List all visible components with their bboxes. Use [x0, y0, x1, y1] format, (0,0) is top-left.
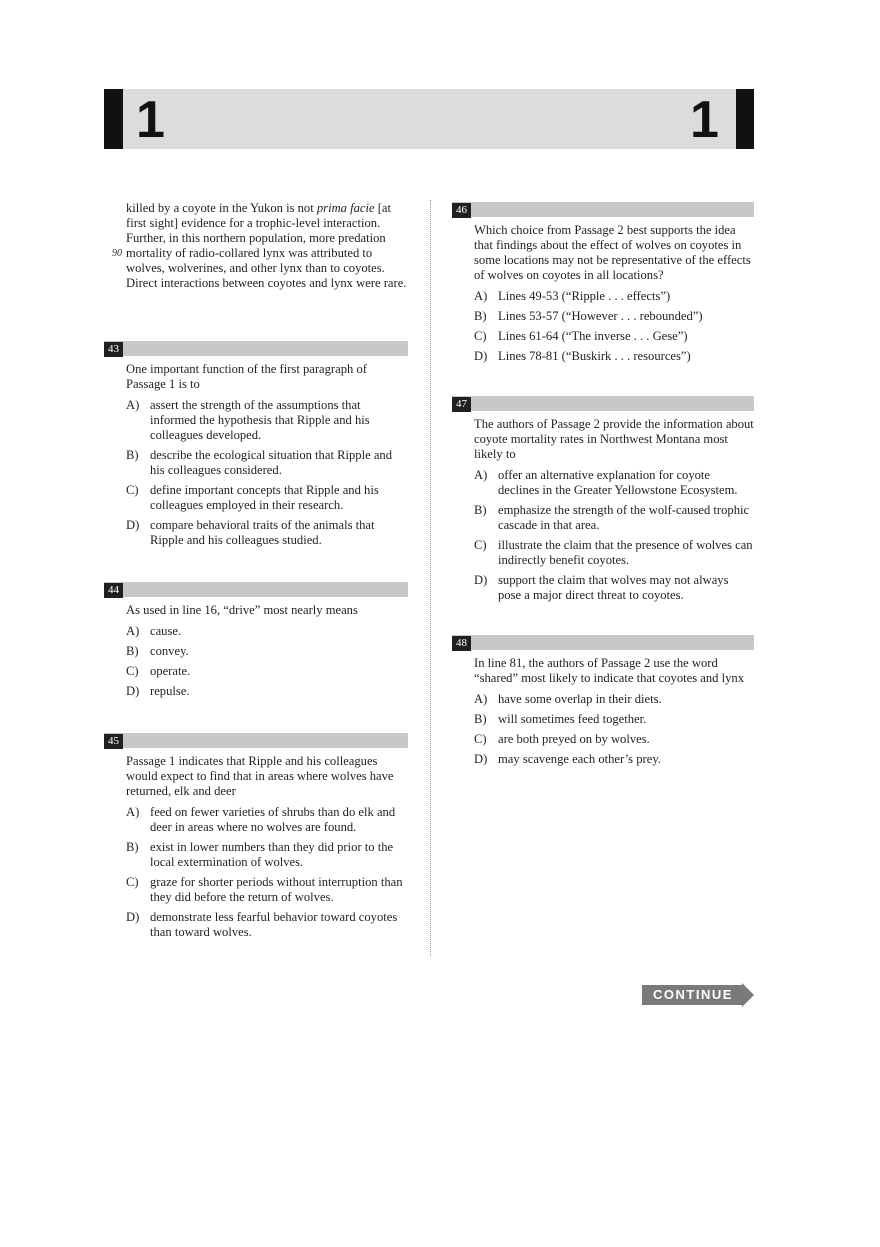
choice-text: repulse.	[150, 684, 190, 698]
section-number-right: 1	[690, 91, 719, 149]
choice-letter: A)	[126, 398, 140, 412]
section-header-left-bar	[104, 89, 123, 149]
answer-choice-d[interactable]	[126, 518, 408, 548]
continue-label: CONTINUE	[653, 987, 733, 1002]
question-47	[452, 396, 754, 603]
choice-letter: B)	[474, 309, 487, 323]
answer-choice-d[interactable]	[474, 349, 754, 364]
answer-choices	[452, 289, 754, 364]
answer-choice-b[interactable]	[126, 448, 408, 478]
choice-letter: B)	[126, 448, 139, 462]
choice-letter: D)	[474, 573, 488, 587]
choice-text: cause.	[150, 624, 182, 638]
choice-text: operate.	[150, 664, 191, 678]
right-column	[452, 202, 754, 772]
choice-text: offer an alternative explanation for coyote declines in the Greater Yellowstone Ecosystem.	[498, 468, 738, 497]
choice-letter: A)	[126, 624, 140, 638]
question-header-bar	[104, 582, 408, 597]
question-header-bar	[452, 396, 754, 411]
continue-button[interactable]	[642, 983, 754, 1007]
choice-text: define important concepts that Ripple and his colleagues employed in their research.	[150, 483, 379, 512]
choice-letter: A)	[126, 805, 140, 819]
answer-choice-a[interactable]	[126, 624, 408, 639]
choice-letter: A)	[474, 289, 488, 303]
question-45	[104, 733, 408, 940]
choice-letter: B)	[126, 644, 139, 658]
question-header-bar	[104, 341, 408, 356]
column-divider	[430, 200, 431, 956]
question-stem: One important function of the first paragraph of Passage 1 is to	[126, 362, 367, 391]
choice-text: feed on fewer varieties of shrubs than do elk and deer in areas where no wolves are found.	[150, 805, 396, 834]
choice-letter: C)	[474, 329, 487, 343]
section-header-right-bar	[736, 89, 754, 149]
answer-choice-c[interactable]	[474, 538, 754, 568]
choice-text: Lines 49-53 (“Ripple . . . effects”)	[498, 289, 671, 303]
question-number: 46	[452, 203, 471, 218]
choice-letter: D)	[126, 910, 140, 924]
answer-choices	[452, 468, 754, 603]
choice-text: describe the ecological situation that Ripple and his colleagues considered.	[150, 448, 393, 477]
question-number: 44	[104, 583, 123, 598]
answer-choice-b[interactable]	[126, 644, 408, 659]
answer-choice-a[interactable]	[474, 289, 754, 304]
choice-text: demonstrate less fearful behavior toward coyotes than toward wolves.	[150, 910, 398, 939]
answer-choice-b[interactable]	[474, 712, 754, 727]
question-46	[452, 202, 754, 364]
choice-letter: C)	[126, 664, 139, 678]
choice-letter: C)	[474, 732, 487, 746]
question-number: 45	[104, 734, 123, 749]
passage-text-part-1: killed by a coyote in the Yukon is not	[126, 201, 317, 215]
passage-text	[126, 201, 408, 291]
answer-choice-a[interactable]	[474, 692, 754, 707]
answer-choice-d[interactable]	[126, 684, 408, 699]
passage-text-part-2: [at first sight] evidence for a trophic-level interaction. Further, in this northern population, more predation mortality of radio-collared lynx was attributed to wolves, wolverines, and other lynx than to coyotes. Direct interactions between coyotes and lynx were rare.	[126, 201, 407, 290]
choice-letter: D)	[474, 349, 488, 363]
choice-letter: B)	[474, 712, 487, 726]
answer-choice-d[interactable]	[474, 752, 754, 767]
answer-choice-d[interactable]	[126, 910, 408, 940]
question-header-bar	[104, 733, 408, 748]
choice-letter: C)	[126, 875, 139, 889]
choice-text: support the claim that wolves may not always pose a major direct threat to coyotes.	[498, 573, 729, 602]
section-number-left: 1	[136, 91, 165, 149]
passage-italic-term: prima facie	[316, 201, 375, 215]
question-stem: As used in line 16, “drive” most nearly means	[126, 603, 358, 617]
choice-letter: D)	[126, 684, 140, 698]
choice-text: emphasize the strength of the wolf-caused trophic cascade in that area.	[498, 503, 750, 532]
choice-text: assert the strength of the assumptions that informed the hypothesis that Ripple and his colleagues developed.	[150, 398, 370, 442]
question-43	[104, 341, 408, 548]
choice-text: have some overlap in their diets.	[498, 692, 662, 706]
answer-choice-b[interactable]	[126, 840, 408, 870]
choice-text: exist in lower numbers than they did prior to the local extermination of wolves.	[150, 840, 394, 869]
question-stem: In line 81, the authors of Passage 2 use the word “shared” most likely to indicate that coyotes and lynx	[474, 656, 744, 685]
choice-text: graze for shorter periods without interruption than they did before the return of wolves.	[150, 875, 403, 904]
question-44	[104, 582, 408, 699]
answer-choices	[104, 624, 408, 699]
answer-choices	[104, 398, 408, 548]
answer-choice-c[interactable]	[126, 664, 408, 679]
answer-choice-d[interactable]	[474, 573, 754, 603]
choice-text: compare behavioral traits of the animals that Ripple and his colleagues studied.	[150, 518, 375, 547]
answer-choices	[104, 805, 408, 940]
answer-choice-b[interactable]	[474, 503, 754, 533]
answer-choice-a[interactable]	[126, 398, 408, 443]
answer-choice-c[interactable]	[474, 732, 754, 747]
answer-choice-b[interactable]	[474, 309, 754, 324]
choice-text: Lines 61-64 (“The inverse . . . Gese”)	[498, 329, 688, 343]
line-number-marker: 90	[112, 248, 122, 259]
answer-choices	[452, 692, 754, 767]
question-stem: Passage 1 indicates that Ripple and his colleagues would expect to find that in areas where wolves have returned, elk and deer	[126, 754, 394, 798]
choice-letter: D)	[474, 752, 488, 766]
answer-choice-c[interactable]	[126, 483, 408, 513]
question-48	[452, 635, 754, 767]
question-number: 43	[104, 342, 123, 357]
choice-text: Lines 53-57 (“However . . . rebounded”)	[498, 309, 703, 323]
choice-letter: B)	[474, 503, 487, 517]
choice-letter: D)	[126, 518, 140, 532]
choice-text: illustrate the claim that the presence of wolves can indirectly benefit coyotes.	[498, 538, 753, 567]
question-stem: Which choice from Passage 2 best supports the idea that findings about the effect of wolves on coyotes in some locations may not be representative of the effects of wolves on coyotes in all locations?	[474, 223, 751, 282]
choice-text: are both preyed on by wolves.	[498, 732, 650, 746]
question-header-bar	[452, 202, 754, 217]
answer-choice-a[interactable]	[126, 805, 408, 835]
question-number: 48	[452, 636, 471, 651]
answer-choice-c[interactable]	[126, 875, 408, 905]
choice-text: Lines 78-81 (“Buskirk . . . resources”)	[498, 349, 691, 363]
question-stem: The authors of Passage 2 provide the information about coyote mortality rates in Northwest Montana most likely to	[474, 417, 754, 461]
choice-text: may scavenge each other’s prey.	[498, 752, 661, 766]
choice-letter: B)	[126, 840, 139, 854]
choice-text: will sometimes feed together.	[498, 712, 647, 726]
left-column	[104, 201, 408, 945]
choice-letter: C)	[474, 538, 487, 552]
passage-excerpt	[104, 201, 408, 291]
question-number: 47	[452, 397, 471, 412]
choice-text: convey.	[150, 644, 189, 658]
answer-choice-a[interactable]	[474, 468, 754, 498]
choice-letter: A)	[474, 692, 488, 706]
question-header-bar	[452, 635, 754, 650]
answer-choice-c[interactable]	[474, 329, 754, 344]
choice-letter: C)	[126, 483, 139, 497]
choice-letter: A)	[474, 468, 488, 482]
section-header-band	[104, 89, 754, 149]
